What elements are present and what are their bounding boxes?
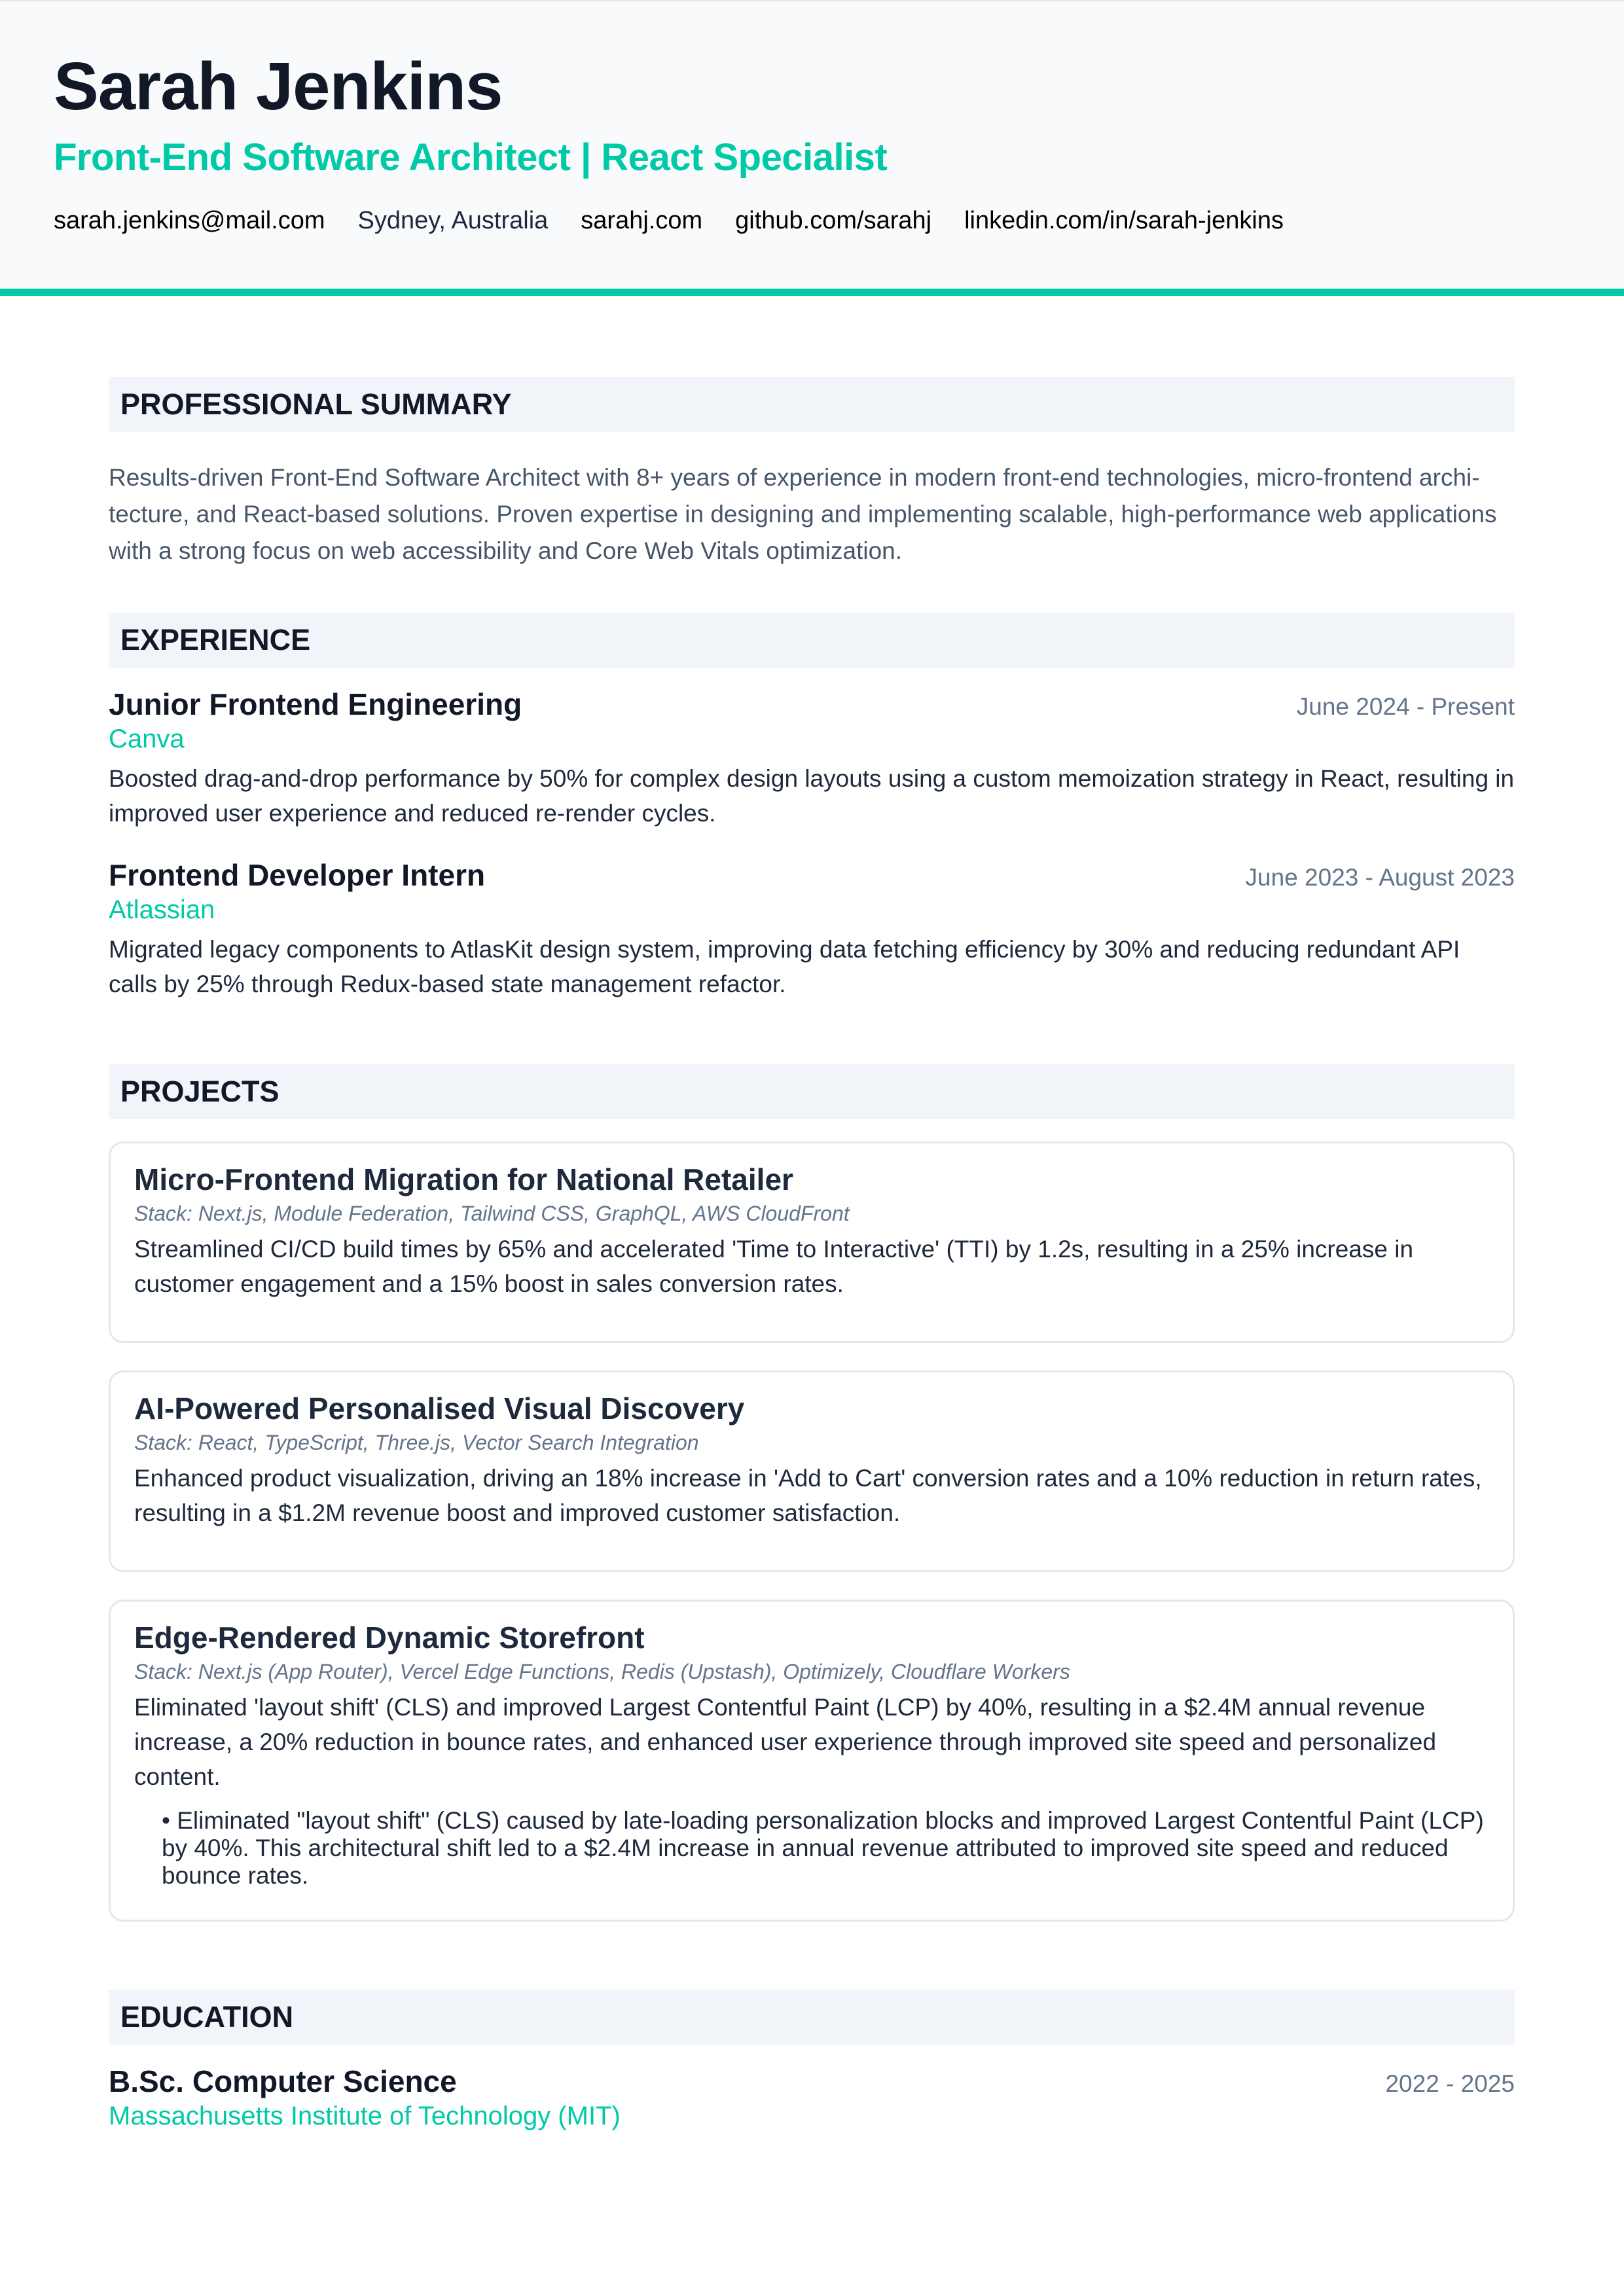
project-title: Edge-Rendered Dynamic Storefront xyxy=(134,1620,645,1655)
resume-header xyxy=(0,0,1624,289)
contact-list xyxy=(54,208,1284,233)
section-heading-projects: PROJECTS xyxy=(109,1064,1515,1119)
project-card xyxy=(109,1141,1515,1343)
project-card xyxy=(109,1600,1515,1922)
job-dates: June 2024 - Present xyxy=(1296,693,1515,720)
experience-item xyxy=(109,858,1515,1001)
project-description: Streamlined CI/CD build times by 65% and accelerated 'Time to Interactive' (TTI) by 1.2s, resulting in a 25% increase in customer engagement and a 15% boost in sales conversion rates. xyxy=(134,1235,1414,1297)
job-description: Migrated legacy components to AtlasKit design system, improving data fetching efficiency by 30% and reducing redundant API calls by 25% through Redux-based state management refactor. xyxy=(109,935,1460,997)
project-stack: Stack: Next.js, Module Federation, Tailwind CSS, GraphQL, AWS CloudFront xyxy=(134,1201,850,1225)
project-description: Enhanced product visualization, driving an 18% increase in 'Add to Cart' conversion rates and a 10% reduction in return rates, resulting in a $1.2M revenue boost and improved customer satisfaction. xyxy=(134,1464,1482,1526)
candidate-headline: Front-End Software Architect | React Specialist xyxy=(54,136,888,179)
section-heading-experience: EXPERIENCE xyxy=(109,613,1515,668)
header-accent-divider xyxy=(0,289,1624,296)
job-description: Boosted drag-and-drop performance by 50% for complex design layouts using a custom memoization strategy in React, resulting in improved user experience and reduced re-render cycles. xyxy=(109,764,1515,827)
job-dates: June 2023 - August 2023 xyxy=(1245,863,1515,891)
education-dates: 2022 - 2025 xyxy=(1385,2070,1515,2097)
contact-linkedin[interactable]: linkedin.com/in/sarah-jenkins xyxy=(964,207,1284,234)
project-card xyxy=(109,1371,1515,1572)
resume-body xyxy=(109,377,1515,2132)
job-title: Frontend Developer Intern xyxy=(109,857,486,892)
contact-email[interactable]: sarah.jenkins@mail.com xyxy=(54,207,325,234)
experience-item xyxy=(109,687,1515,831)
job-company: Canva xyxy=(109,724,185,753)
candidate-name: Sarah Jenkins xyxy=(54,48,503,124)
section-heading-summary: PROFESSIONAL SUMMARY xyxy=(109,377,1515,432)
education-item xyxy=(109,2064,1515,2132)
project-stack: Stack: Next.js (App Router), Vercel Edge Functions, Redis (Upstash), Optimizely, Cloudflare Workers xyxy=(134,1659,1070,1683)
degree-title: B.Sc. Computer Science xyxy=(109,2064,457,2098)
contact-github[interactable]: github.com/sarahj xyxy=(735,207,932,234)
contact-website[interactable]: sarahj.com xyxy=(581,207,703,234)
project-bullet: • Eliminated "layout shift" (CLS) caused by late-loading personalization blocks and improved Largest Contentful Paint (LCP) by 40%. This architectural shift led to a $2.4M increase in annual revenue attributed to improved site speed and reduced bounce rates. xyxy=(162,1806,1484,1889)
job-company: Atlassian xyxy=(109,895,215,924)
project-title: AI-Powered Personalised Visual Discovery xyxy=(134,1391,745,1426)
project-stack: Stack: React, TypeScript, Three.js, Vector Search Integration xyxy=(134,1430,699,1454)
summary-text: Results-driven Front-End Software Architect with 8+ years of experience in modern front-end technologies, micro-frontend archi-tecture, and React-based solutions. Proven expertise in designing and implementing scalable, high-performance web applications with a strong focus on web accessibility and Core Web Vitals optimization. xyxy=(109,464,1497,564)
contact-location: Sydney, Australia xyxy=(357,207,549,234)
section-heading-education: EDUCATION xyxy=(109,1990,1515,2045)
job-title: Junior Frontend Engineering xyxy=(109,687,522,721)
project-description: Eliminated 'layout shift' (CLS) and improved Largest Contentful Paint (LCP) by 40%, resulting in a $2.4M annual revenue increase, a 20% reduction in bounce rates, and enhanced user experience through improved site speed and personalized content. xyxy=(134,1693,1437,1790)
school-name: Massachusetts Institute of Technology (MIT) xyxy=(109,2101,621,2130)
project-title: Micro-Frontend Migration for National Retailer xyxy=(134,1162,793,1196)
